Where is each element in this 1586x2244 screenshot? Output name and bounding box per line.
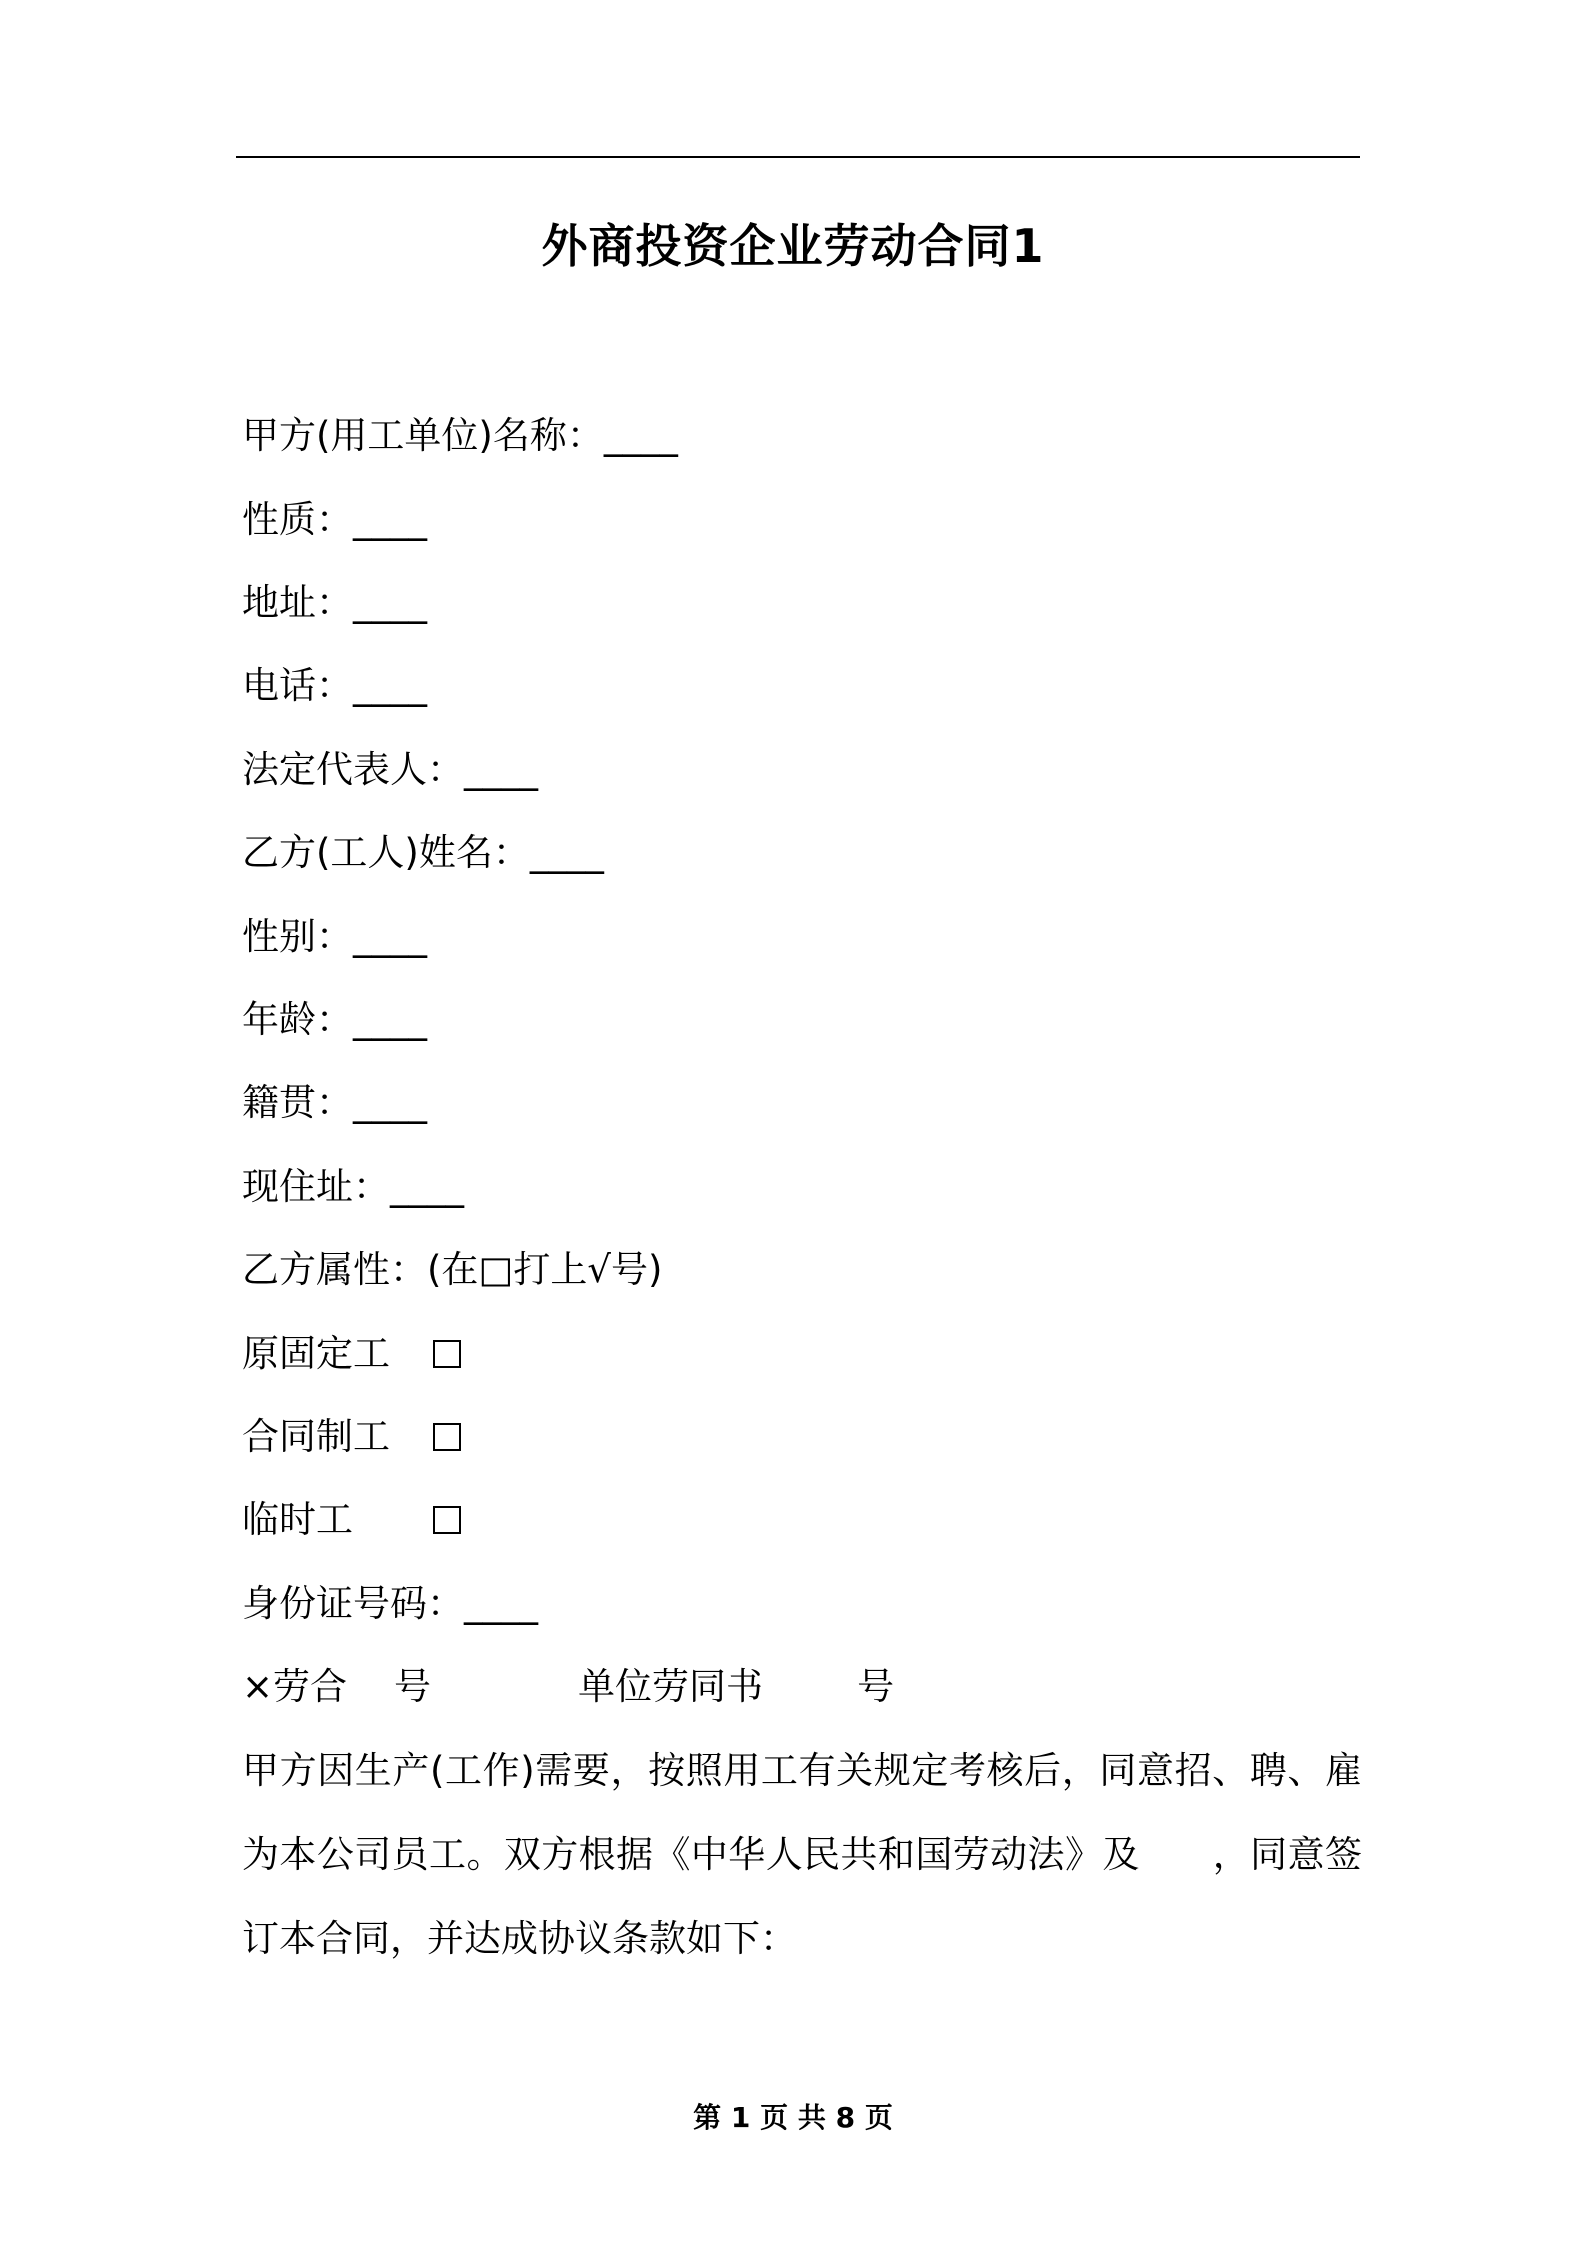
contract-number-left: ×劳合 号 [242, 1665, 432, 1708]
page-footer: 第 1 页 共 8 页 [693, 2101, 893, 2134]
agreement-paragraph [242, 1729, 1362, 1981]
current-address-field: 现住址：____ [242, 1165, 464, 1208]
option-permanent-label: 原固定工 [242, 1332, 390, 1375]
age-field: 年龄：____ [242, 998, 427, 1041]
nature-field: 性质：____ [242, 498, 427, 541]
party-b-attribute-label: 乙方属性：(在□打上√号) [242, 1248, 663, 1291]
party-a-name-field: 甲方(用工单位)名称：____ [242, 414, 678, 457]
option-contract-checkbox[interactable] [433, 1423, 461, 1451]
header-rule [236, 156, 1360, 158]
party-b-name-field: 乙方(工人)姓名：____ [242, 831, 604, 874]
option-contract-label: 合同制工 [242, 1415, 390, 1458]
option-temporary-checkbox[interactable] [433, 1506, 461, 1534]
option-permanent-checkbox[interactable] [433, 1340, 461, 1368]
address-field: 地址：____ [242, 581, 427, 624]
contract-number-right: 单位劳同书 号 [578, 1665, 895, 1708]
agreement-paragraph-line-3: 订本合同，并达成协议条款如下： [242, 1917, 797, 1960]
gender-field: 性别：____ [242, 915, 427, 958]
id-number-field: 身份证号码：____ [242, 1582, 538, 1625]
phone-field: 电话：____ [242, 664, 427, 707]
native-place-field: 籍贯：____ [242, 1081, 427, 1124]
agreement-paragraph-line-2: 为本公司员工。双方根据《中华人民共和国劳动法》及 ，同意签 [242, 1833, 1362, 1876]
option-temporary-label: 临时工 [242, 1498, 353, 1541]
document-title: 外商投资企业劳动合同1 [541, 219, 1045, 273]
agreement-paragraph-line-1: 甲方因生产(工作)需要，按照用工有关规定考核后，同意招、聘、雇 [242, 1749, 1362, 1792]
legal-representative-field: 法定代表人：____ [242, 748, 538, 791]
